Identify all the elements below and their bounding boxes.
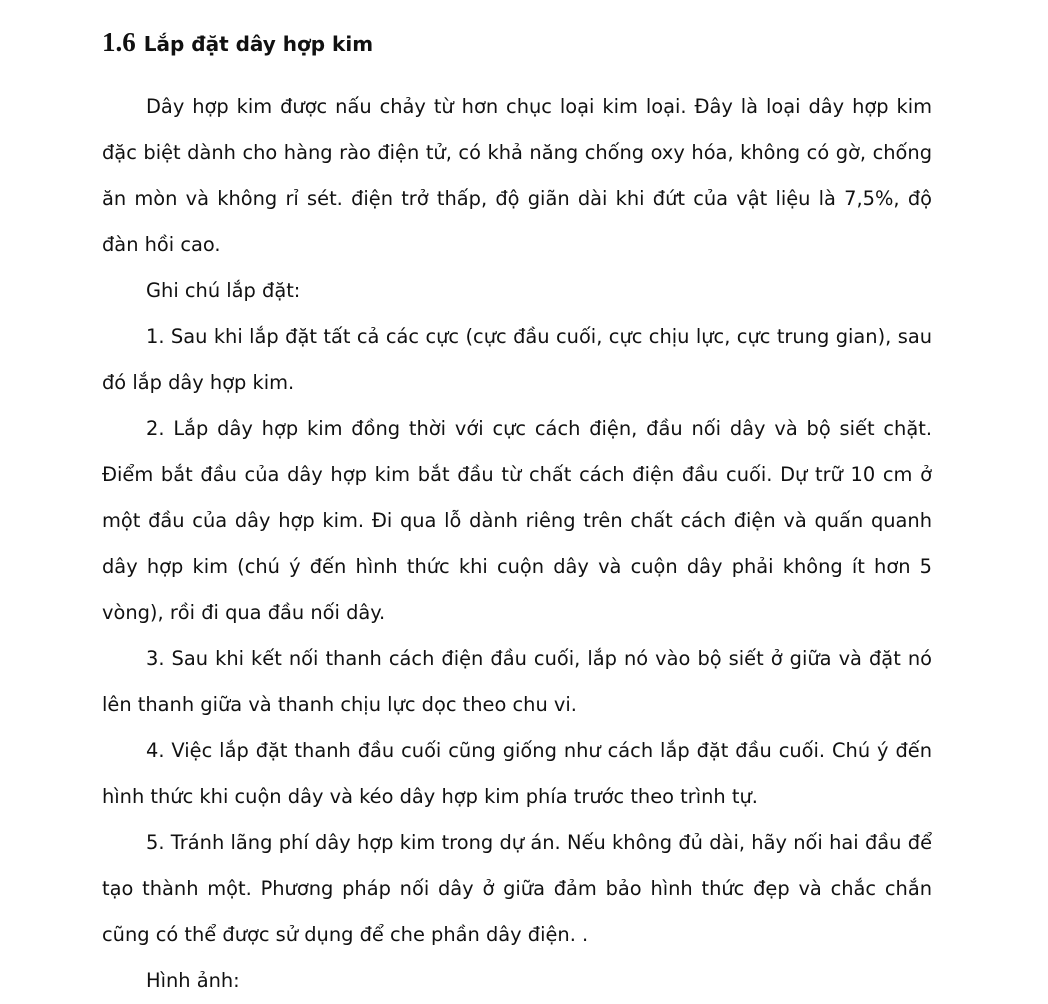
intro-paragraph: Dây hợp kim được nấu chảy từ hơn chục loại kim loại. Đây là loại dây hợp kim đặc biệt dành cho hàng rào điện tử, có khả năng chống oxy hóa, không có gờ, chống ăn mòn và không rỉ sét. điện trở thấp, độ giãn dài khi đứt của vật liệu là 7,5%, độ đàn hồi cao. bbox=[102, 95, 932, 256]
section-title: Lắp đặt dây hợp kim bbox=[143, 32, 374, 56]
step-4-paragraph: 4. Việc lắp đặt thanh đầu cuối cũng giống như cách lắp đặt đầu cuối. Chú ý đến hình thức khi cuộn dây và kéo dây hợp kim phía trước theo trình tự. bbox=[102, 739, 932, 808]
step-1-paragraph: 1. Sau khi lắp đặt tất cả các cực (cực đầu cuối, cực chịu lực, cực trung gian), sau đó lắp dây hợp kim. bbox=[102, 325, 932, 394]
document-page bbox=[102, 18, 932, 1004]
images-label: Hình ảnh: bbox=[146, 969, 240, 992]
step-2-paragraph: 2. Lắp dây hợp kim đồng thời với cực cách điện, đầu nối dây và bộ siết chặt. Điểm bắt đầu của dây hợp kim bắt đầu từ chất cách điện đầu cuối. Dự trữ 10 cm ở một đầu của dây hợp kim. Đi qua lỗ dành riêng trên chất cách điện và quấn quanh dây hợp kim (chú ý đến hình thức khi cuộn dây và cuộn dây phải không ít hơn 5 vòng), rồi đi qua đầu nối dây. bbox=[102, 417, 932, 624]
section-heading bbox=[102, 18, 932, 66]
step-5-paragraph: 5. Tránh lãng phí dây hợp kim trong dự án. Nếu không đủ dài, hãy nối hai đầu để tạo thành một. Phương pháp nối dây ở giữa đảm bảo hình thức đẹp và chắc chắn cũng có thể được sử dụng để che phần dây điện. . bbox=[102, 831, 932, 946]
section-number: 1.6 bbox=[102, 27, 136, 57]
step-3-paragraph: 3. Sau khi kết nối thanh cách điện đầu cuối, lắp nó vào bộ siết ở giữa và đặt nó lên thanh giữa và thanh chịu lực dọc theo chu vi. bbox=[102, 647, 932, 716]
installation-notes-label: Ghi chú lắp đặt: bbox=[146, 279, 301, 302]
